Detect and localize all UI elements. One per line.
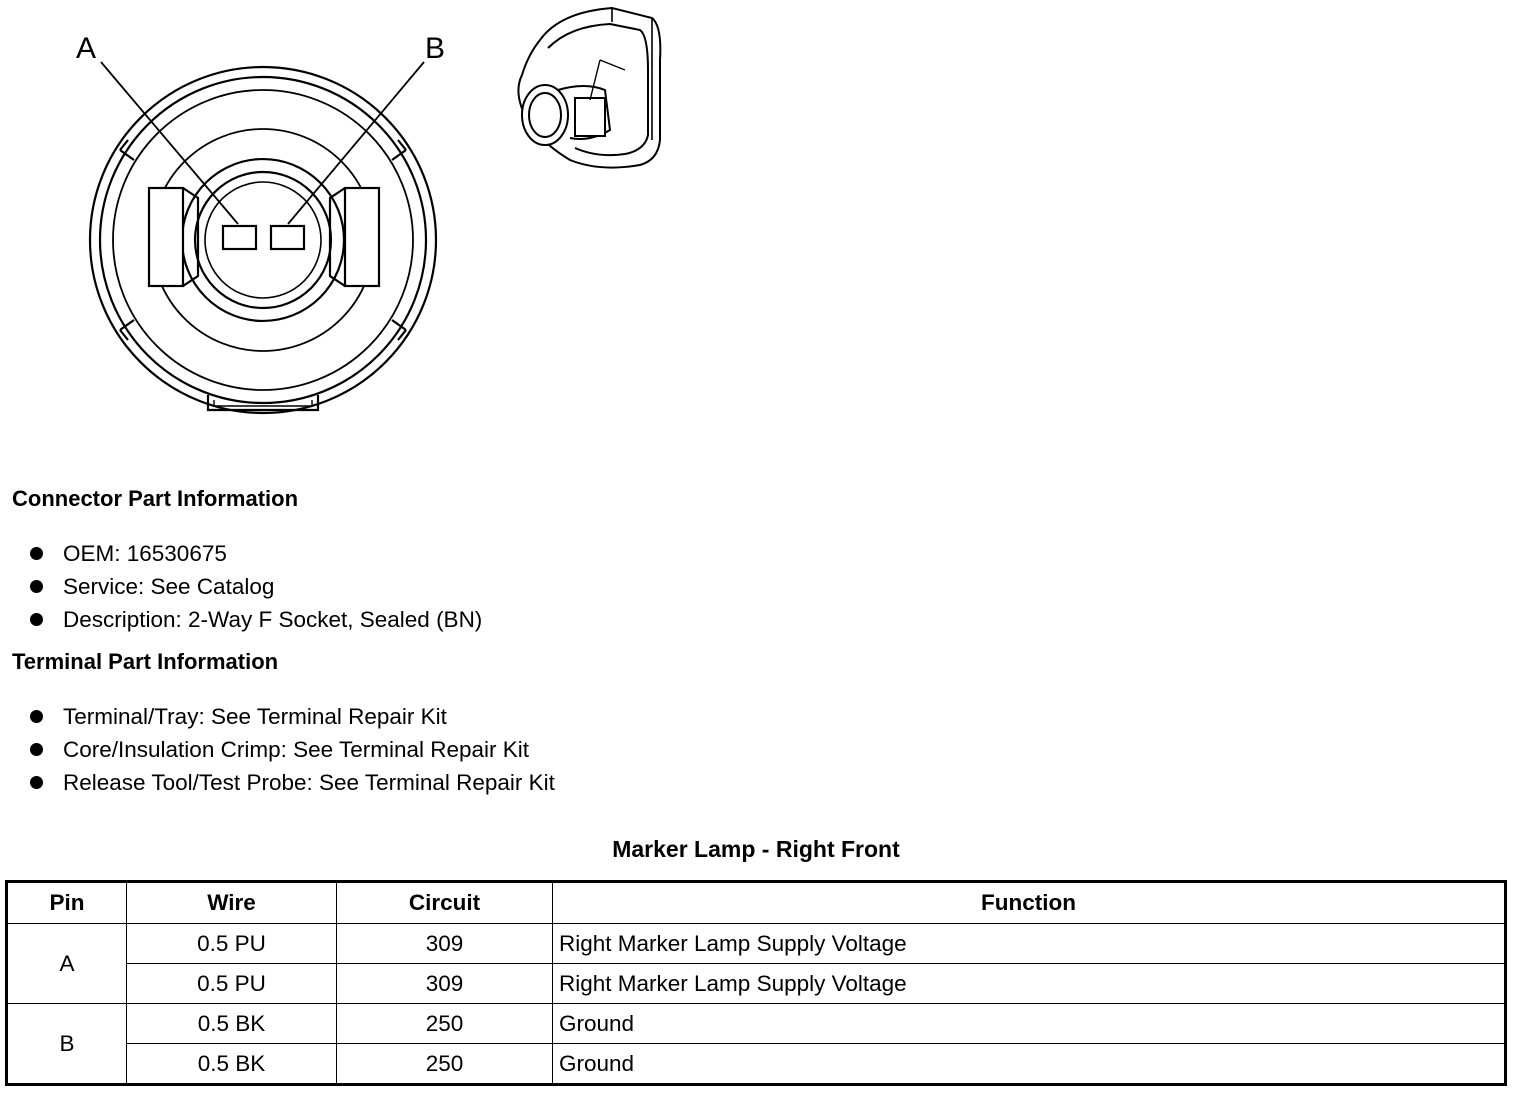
wire-cell: 0.5 BK	[127, 1004, 337, 1044]
table-row	[7, 924, 1506, 964]
wire-cell: 0.5 PU	[127, 924, 337, 964]
pin-table-title: Marker Lamp - Right Front	[612, 836, 900, 862]
list-item: Release Tool/Test Probe: See Terminal Repair Kit	[28, 766, 555, 799]
terminal-info-list	[28, 700, 555, 799]
wire-cell: 0.5 BK	[127, 1044, 337, 1085]
list-item: Service: See Catalog	[28, 570, 482, 603]
bullet-icon	[30, 613, 43, 626]
bullet-icon	[30, 776, 43, 789]
bullet-icon	[30, 547, 43, 560]
table-row	[7, 1004, 1506, 1044]
cavity-b	[271, 226, 304, 249]
bullet-icon	[30, 743, 43, 756]
circuit-cell: 309	[337, 924, 553, 964]
table-row	[7, 964, 1506, 1004]
function-cell: Right Marker Lamp Supply Voltage	[553, 924, 1506, 964]
function-cell: Ground	[553, 1044, 1506, 1085]
function-cell: Ground	[553, 1004, 1506, 1044]
pin-table	[5, 880, 1507, 1086]
cavity-a	[223, 226, 256, 249]
connector-face-diagram	[0, 0, 700, 440]
bullet-icon	[30, 710, 43, 723]
table-header-row	[7, 882, 1506, 924]
header-circuit: Circuit	[337, 882, 553, 924]
header-function: Function	[553, 882, 1506, 924]
list-item: Terminal/Tray: See Terminal Repair Kit	[28, 700, 555, 733]
list-item: Core/Insulation Crimp: See Terminal Repair Kit	[28, 733, 555, 766]
pin-cell: A	[7, 924, 127, 1004]
circuit-cell: 250	[337, 1004, 553, 1044]
connector-info-list	[28, 537, 482, 636]
pin-cell: B	[7, 1004, 127, 1085]
circuit-cell: 250	[337, 1044, 553, 1085]
pin-b-callout: B	[425, 32, 446, 65]
terminal-info-heading: Terminal Part Information	[12, 649, 279, 674]
circuit-cell: 309	[337, 964, 553, 1004]
table-row	[7, 1044, 1506, 1085]
connector-info-heading: Connector Part Information	[12, 486, 299, 511]
header-wire: Wire	[127, 882, 337, 924]
function-cell: Right Marker Lamp Supply Voltage	[553, 964, 1506, 1004]
connector-face-view	[90, 62, 436, 413]
header-pin: Pin	[7, 882, 127, 924]
connector-iso-view	[518, 8, 660, 168]
list-item: OEM: 16530675	[28, 537, 482, 570]
list-item: Description: 2-Way F Socket, Sealed (BN)	[28, 603, 482, 636]
wire-cell: 0.5 PU	[127, 964, 337, 1004]
bullet-icon	[30, 580, 43, 593]
pin-a-callout: A	[76, 32, 97, 65]
